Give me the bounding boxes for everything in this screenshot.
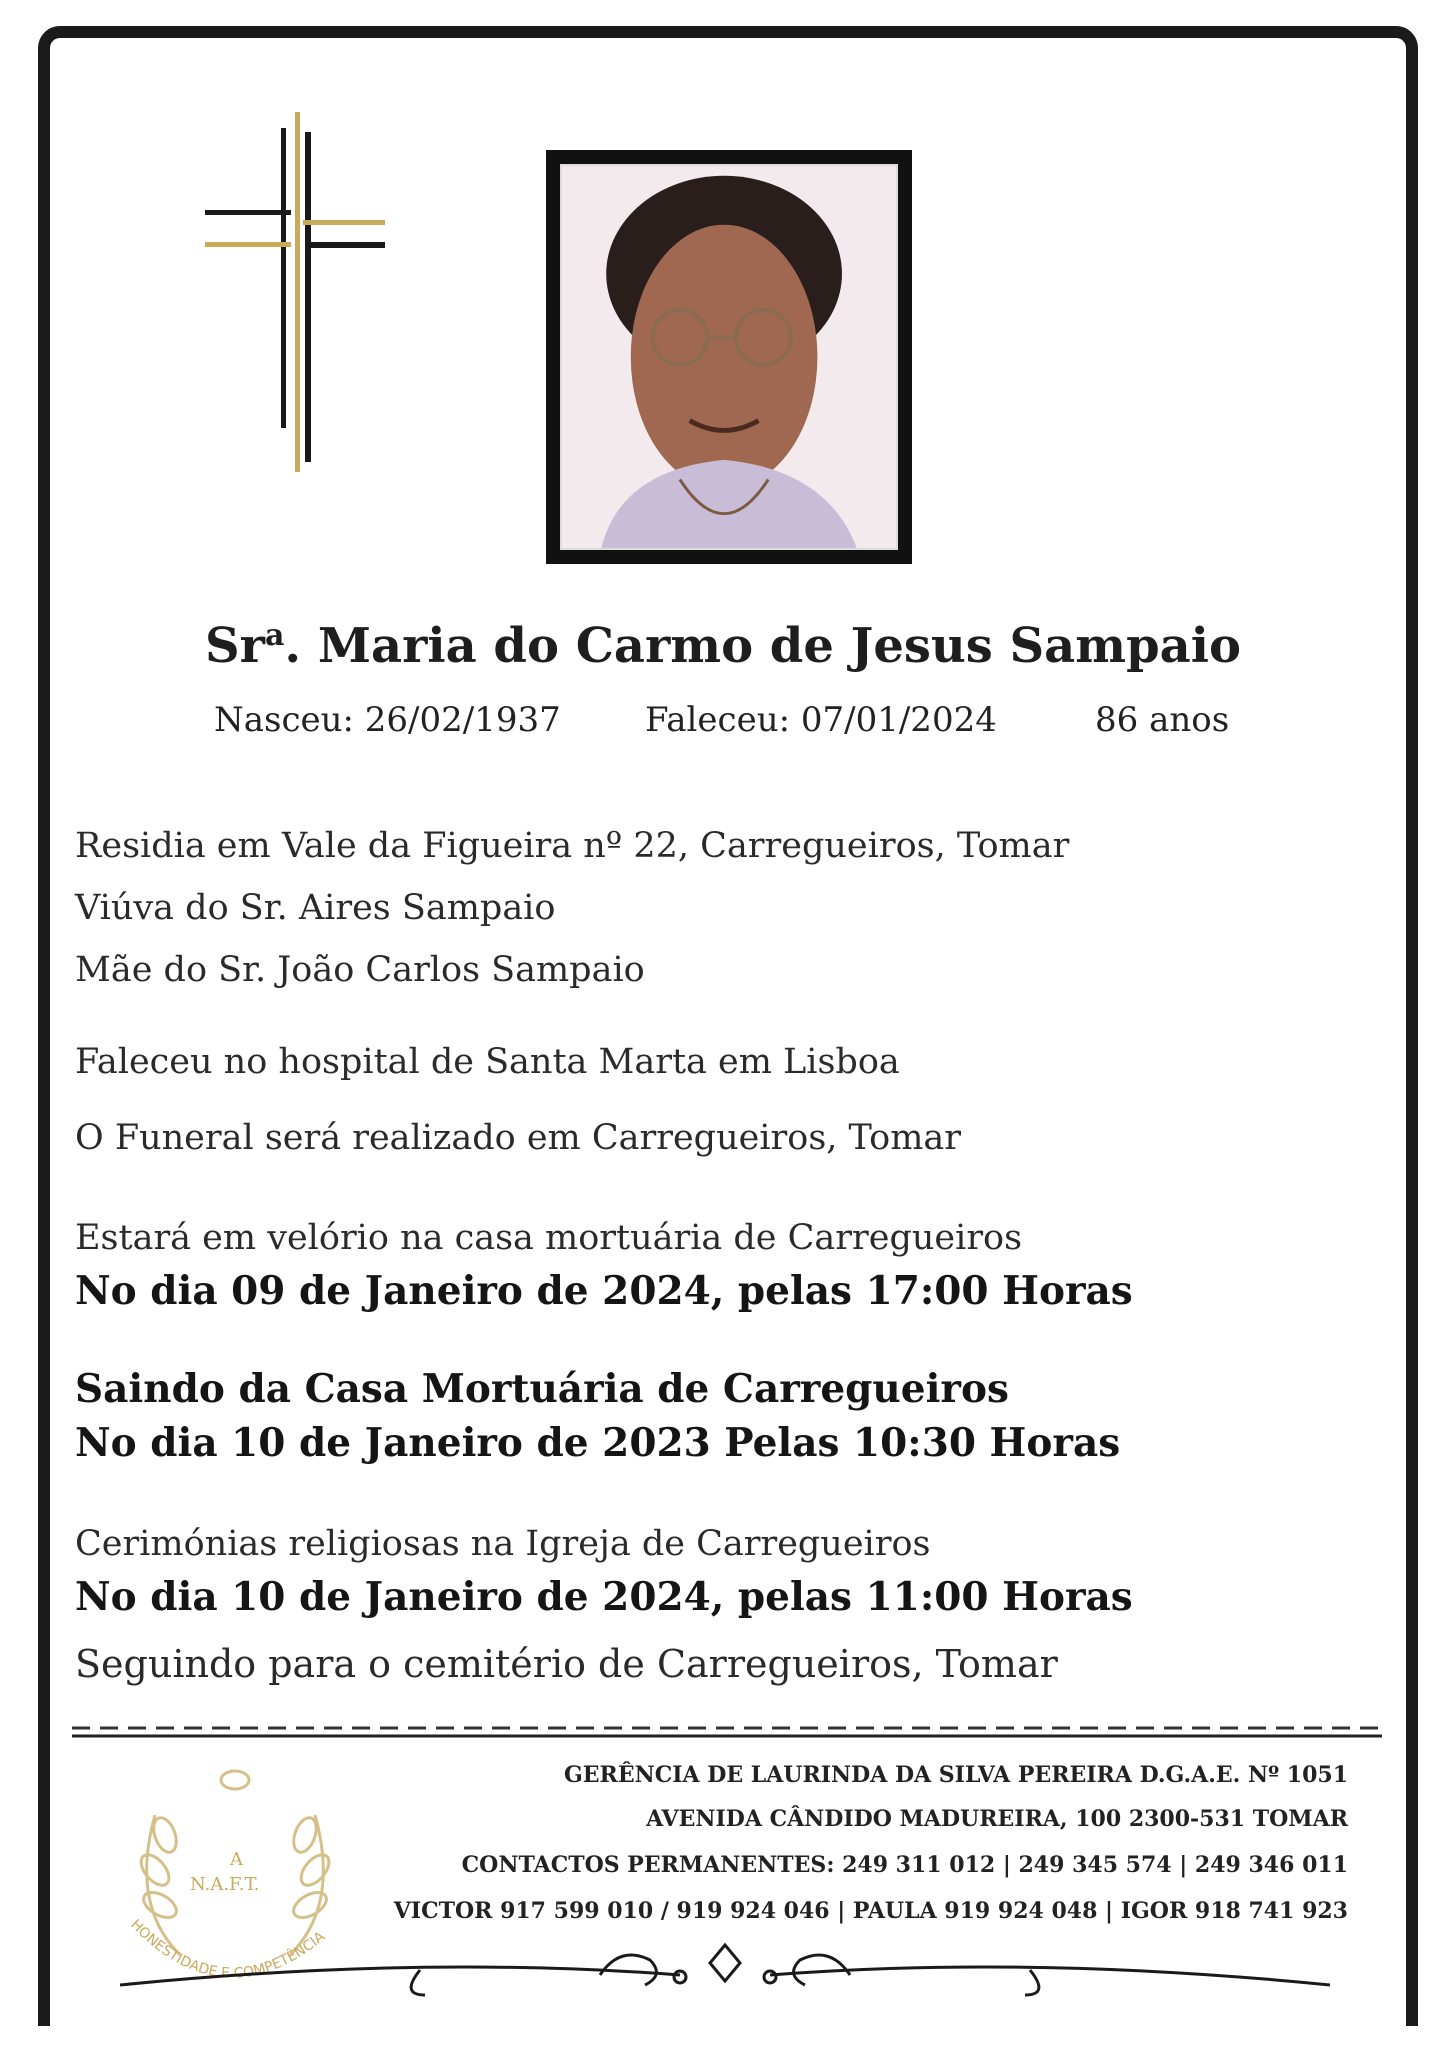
age: 86 anos xyxy=(1095,700,1230,740)
portrait-image xyxy=(562,166,896,548)
wake-time: No dia 09 de Janeiro de 2024, pelas 17:00 Horas xyxy=(75,1268,1133,1314)
mother-text: Mãe do Sr. João Carlos Sampaio xyxy=(75,950,645,990)
birth-date: Nasceu: 26/02/1937 xyxy=(214,700,561,740)
ceremony-time: No dia 10 de Janeiro de 2024, pelas 11:00 Horas xyxy=(75,1574,1133,1620)
death-date: Faleceu: 07/01/2024 xyxy=(645,700,997,740)
footer-manager: GERÊNCIA DE LAURINDA DA SILVA PEREIRA D.G.A.E. Nº 1051 xyxy=(564,1762,1348,1788)
cemetery-text: Seguindo para o cemitério de Carregueiros, Tomar xyxy=(75,1642,1058,1686)
separator-line xyxy=(72,1718,1382,1758)
widow-text: Viúva do Sr. Aires Sampaio xyxy=(75,888,556,928)
decorative-flourish xyxy=(120,1935,1330,2005)
title-prefix: Sr xyxy=(205,618,265,674)
deceased-name xyxy=(0,618,1446,674)
ceremony-text: Cerimónias religiosas na Igreja de Carregueiros xyxy=(75,1524,931,1564)
death-place-text: Faleceu no hospital de Santa Marta em Lisboa xyxy=(75,1042,900,1082)
footer-people: VICTOR 917 599 010 / 919 924 046 | PAULA 919 924 048 | IGOR 918 741 923 xyxy=(393,1898,1348,1924)
full-name: . Maria do Carmo de Jesus Sampaio xyxy=(284,618,1241,674)
cross-icon xyxy=(205,112,385,472)
title-suffix: a xyxy=(264,618,285,653)
departure-time: No dia 10 de Janeiro de 2023 Pelas 10:30 Horas xyxy=(75,1420,1121,1466)
footer-contacts: CONTACTOS PERMANENTES: 249 311 012 | 249 345 574 | 249 346 011 xyxy=(461,1852,1348,1878)
residence-text: Residia em Vale da Figueira nº 22, Carregueiros, Tomar xyxy=(75,826,1070,866)
emblem-motto: HONESTIDADE E COMPETÊNCIA xyxy=(127,1916,329,1982)
departure-text: Saindo da Casa Mortuária de Carregueiros xyxy=(75,1366,1009,1412)
footer-address: AVENIDA CÂNDIDO MADUREIRA, 100 2300-531 TOMAR xyxy=(646,1806,1348,1832)
emblem-acronym: N.A.F.T. xyxy=(190,1874,260,1895)
funeral-text: O Funeral será realizado em Carregueiros, Tomar xyxy=(75,1118,962,1158)
emblem-letter: A xyxy=(230,1849,243,1870)
portrait-photo xyxy=(546,150,912,564)
wake-text: Estará em velório na casa mortuária de Carregueiros xyxy=(75,1218,1023,1258)
